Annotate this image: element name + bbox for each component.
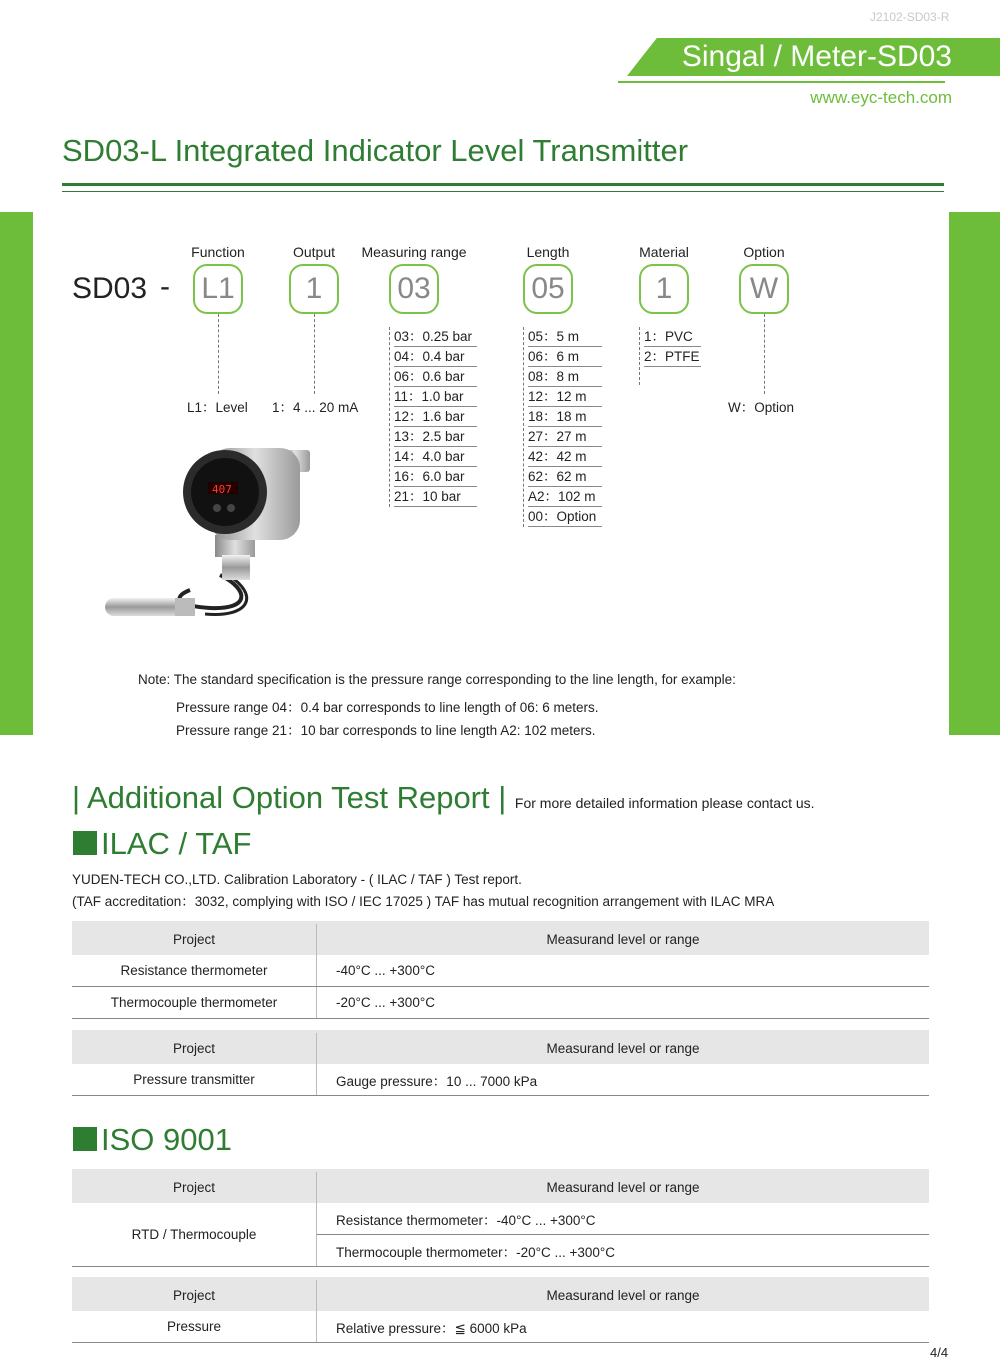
- iso-heading-block: [73, 1122, 232, 1158]
- range-option: 21：10 bar: [394, 487, 477, 507]
- range-option: 06：0.6 bar: [394, 367, 477, 387]
- code-box-function: L1: [193, 264, 243, 314]
- connector-option: [764, 314, 765, 394]
- length-option: 05：5 m: [528, 327, 602, 347]
- range-option: 12：1.6 bar: [394, 407, 477, 427]
- device-display-value: 407: [212, 483, 232, 496]
- table-cell-range: -40°C ... +300°C: [317, 955, 930, 987]
- table-header-project: Project: [72, 1032, 317, 1065]
- code-box-range: 03: [389, 264, 439, 314]
- option-option-label: W：Option: [728, 400, 795, 415]
- range-option: 13：2.5 bar: [394, 427, 477, 447]
- title-rule: [62, 183, 944, 186]
- connector-function: [218, 314, 219, 394]
- code-box-output: 1: [289, 264, 339, 314]
- length-option: 62：62 m: [528, 467, 602, 487]
- table-cell-range: Resistance thermometer：-40°C ... +300°C: [317, 1203, 930, 1235]
- column-header-function: Function: [191, 244, 245, 260]
- table-header-project: Project: [72, 1171, 317, 1204]
- length-option: 08：8 m: [528, 367, 602, 387]
- product-title: SD03-L Integrated Indicator Level Transmitter: [62, 133, 689, 168]
- code-box-material: 1: [639, 264, 689, 314]
- right-accent-bar: [949, 212, 1000, 735]
- table-cell-range: -20°C ... +300°C: [317, 987, 930, 1019]
- table-row: [72, 1064, 929, 1096]
- note-line-3: Pressure range 21：10 bar corresponds to line length A2: 102 meters.: [176, 723, 596, 738]
- length-option: 42：42 m: [528, 447, 602, 467]
- length-option: 18：18 m: [528, 407, 602, 427]
- ilac-table-1: [72, 921, 929, 1019]
- table-cell-range: Relative pressure：≦ 6000 kPa: [317, 1311, 930, 1343]
- contact-note: For more detailed information please contact us.: [514, 795, 815, 811]
- table-cell-project: Thermocouple thermometer: [72, 987, 317, 1019]
- code-box-length: 05: [523, 264, 573, 314]
- material-option: 2：PTFE: [644, 347, 701, 367]
- iso-table-2: [72, 1277, 929, 1343]
- table-header-project: Project: [72, 923, 317, 956]
- material-option-list: [639, 327, 701, 385]
- left-accent-bar: [0, 212, 33, 735]
- range-option-list: [389, 327, 477, 507]
- report-section-title: [72, 780, 815, 816]
- website-link[interactable]: www.eyc-tech.com: [810, 88, 952, 107]
- table-row: [72, 987, 929, 1019]
- note-line-1: Note: The standard specification is the pressure range corresponding to the line length, for example:: [138, 672, 736, 687]
- column-header-option: Option: [743, 244, 785, 260]
- output-option-label: 1：4 ... 20 mA: [272, 400, 359, 415]
- range-option: 16：6.0 bar: [394, 467, 477, 487]
- table-header-range: Measurand level or range: [317, 923, 930, 956]
- function-option-label: L1：Level: [187, 400, 248, 415]
- note-line-2: Pressure range 04：0.4 bar corresponds to line length of 06: 6 meters.: [176, 700, 599, 715]
- table-header-range: Measurand level or range: [317, 1279, 930, 1312]
- ilac-text-2: (TAF accreditation：3032, complying with ISO / IEC 17025 ) TAF has mutual recognition arrangement with ILAC MRA: [72, 894, 775, 909]
- table-cell-project: Resistance thermometer: [72, 955, 317, 987]
- length-option: 06：6 m: [528, 347, 602, 367]
- length-option: 12：12 m: [528, 387, 602, 407]
- ilac-text-1: YUDEN-TECH CO.,LTD. Calibration Laboratory - ( ILAC / TAF ) Test report.: [72, 872, 522, 887]
- length-option-list: [523, 327, 602, 527]
- ilac-heading-block: [73, 826, 251, 862]
- ilac-table-2: [72, 1030, 929, 1096]
- table-header-range: Measurand level or range: [317, 1032, 930, 1065]
- length-option: 00：Option: [528, 507, 602, 527]
- iso-heading: ISO 9001: [101, 1122, 232, 1157]
- table-row: [72, 1311, 929, 1343]
- column-header-range: Measuring range: [361, 244, 467, 260]
- model-dash: -: [160, 270, 170, 303]
- column-header-length: Length: [526, 244, 570, 260]
- table-cell-range: Gauge pressure：10 ... 7000 kPa: [317, 1064, 930, 1096]
- table-cell-project: Pressure: [72, 1311, 317, 1343]
- connector-output: [314, 314, 315, 394]
- level-transmitter-image: [100, 440, 335, 635]
- table-cell-project: Pressure transmitter: [72, 1064, 317, 1096]
- table-row: [72, 1203, 929, 1235]
- banner-title: Singal / Meter-SD03: [681, 40, 952, 73]
- table-header-project: Project: [72, 1279, 317, 1312]
- range-option: 03：0.25 bar: [394, 327, 477, 347]
- length-option: A2：102 m: [528, 487, 602, 507]
- iso-table-1: [72, 1169, 929, 1267]
- banner-underline: [618, 81, 945, 83]
- table-row: [72, 955, 929, 987]
- ilac-heading: ILAC / TAF: [101, 826, 252, 861]
- table-cell-project: RTD / Thermocouple: [72, 1203, 317, 1267]
- square-bullet-icon: [73, 831, 97, 855]
- range-option: 11：1.0 bar: [394, 387, 477, 407]
- table-header-range: Measurand level or range: [317, 1171, 930, 1204]
- column-header-output: Output: [292, 244, 336, 260]
- range-option: 14：4.0 bar: [394, 447, 477, 467]
- table-cell-range: Thermocouple thermometer：-20°C ... +300°C: [317, 1235, 930, 1267]
- length-option: 27：27 m: [528, 427, 602, 447]
- square-bullet-icon: [73, 1127, 97, 1151]
- column-header-material: Material: [639, 244, 689, 260]
- document-code: J2102-SD03-R: [870, 10, 950, 24]
- title-rule-thin: [62, 191, 944, 192]
- page-number: 4/4: [930, 1345, 949, 1360]
- range-option: 04：0.4 bar: [394, 347, 477, 367]
- model-code: SD03: [72, 272, 148, 305]
- report-title: | Additional Option Test Report |: [72, 780, 507, 815]
- material-option: 1：PVC: [644, 327, 701, 347]
- code-box-option: W: [739, 264, 789, 314]
